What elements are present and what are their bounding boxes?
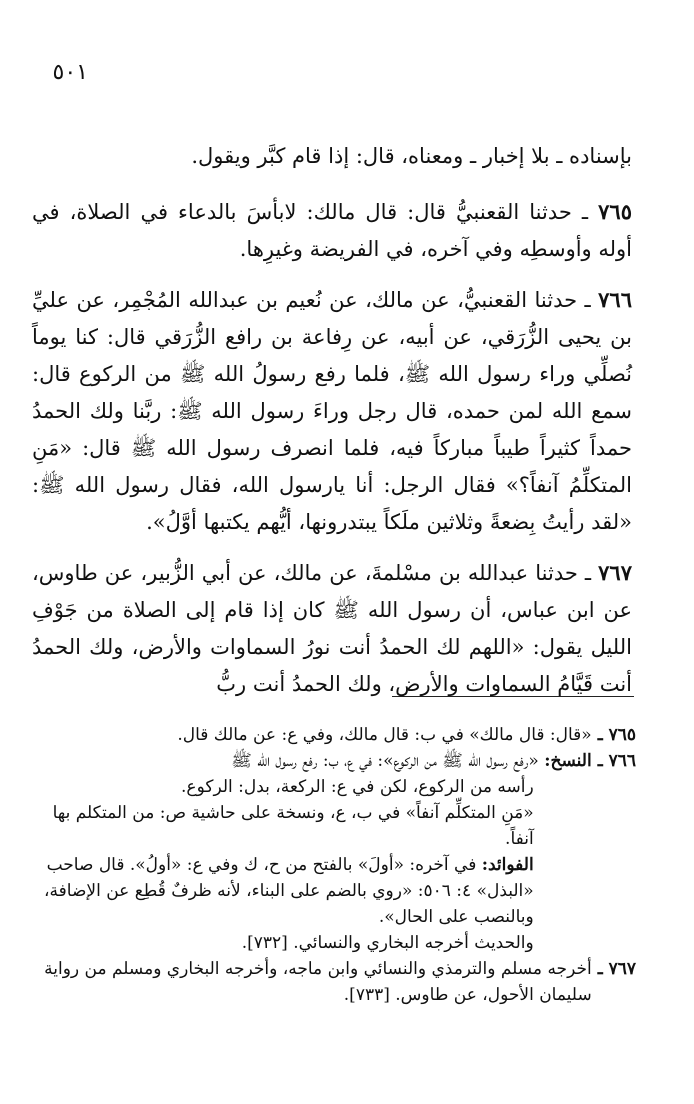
hadith-766: [32, 281, 632, 541]
hadith-number-767: ٧٦٧: [598, 560, 632, 585]
footnote-number-767: ٧٦٧ ـ: [597, 959, 636, 979]
footnote-number-765: ٧٦٥ ـ: [597, 725, 636, 745]
footnote-766: [34, 748, 636, 956]
hadith-767: [32, 554, 632, 703]
footnote-765: [34, 722, 636, 748]
footnote-body-766: [34, 748, 592, 956]
page-number: ٥٠١: [52, 60, 88, 85]
main-text: [32, 138, 632, 716]
hadith-text-767: ـ حدثنا عبدالله بن مسْلمةَ، عن مالك، عن أبي الزُّبير، عن طاوس، عن ابن عباس، أن رسول الله ﷺ كان إذا قام إلى الصلاة من جَوْفِ الليل يقول: «اللهم لك الحمدُ أنت نورُ السماوات والأرض، ولك الحمدُ أنت قَيَّامُ السماوات والأرض، ولك الحمدُ أنت ربُّ: [32, 561, 632, 696]
footnote-766-nuskh-line-3: «مَنِ المتكلِّم آنفاً» في ب، ع، ونسخة على حاشية ص: من المتكلم بها آنفاً.: [52, 803, 534, 849]
footnotes: [34, 722, 636, 1008]
footnote-text-765: «قال: قال مالك» في ب: قال مالك، وفي ع: عن مالك قال.: [177, 725, 592, 745]
nuskh-text-1: «رفع رسول الله ﷺ من الركوع»: في ع، ب: رفع رسول الله ﷺ: [231, 751, 545, 771]
fawaid-label: الفوائد:: [481, 855, 534, 875]
footnote-767: [34, 956, 636, 1008]
nuskh-label: النسخ:: [544, 751, 592, 771]
footnote-divider: [392, 696, 634, 697]
footnote-766-nuskh-line-1: [34, 748, 592, 774]
footnote-number-766: ٧٦٦ ـ: [597, 751, 636, 771]
hadith-number-765: ٧٦٥: [598, 199, 632, 224]
footnote-766-nuskh-line-2: رأسه من الركوع، لكن في ع: الركعة، بدل: الركوع.: [181, 777, 534, 797]
footnote-text-767: أخرجه مسلم والترمذي والنسائي وابن ماجه، وأخرجه البخاري ومسلم من رواية سليمان الأحول، عن طاوس. [٧٣٣].: [44, 959, 592, 1005]
footnote-766-fawaid: [34, 852, 592, 930]
fawaid-text: في آخره: «أولَ» بالفتح من ح، ك وفي ع: «أولُ». قال صاحب «البذل» ٤: ٥٠٦: «روي بالضم على البناء، لأنه ظرفٌ قُطِع عن الإضافة، وبالنصب على الحال».: [44, 855, 534, 927]
carry-over-paragraph: بإسناده ـ بلا إخبار ـ ومعناه، قال: إذا قام كبَّر ويقول.: [191, 144, 632, 168]
hadith-765: [32, 193, 632, 268]
footnote-766-takhrij: والحديث أخرجه البخاري والنسائي. [٧٣٢].: [241, 933, 534, 953]
hadith-text-766: ـ حدثنا القعنبيُّ، عن مالك، عن نُعيم بن عبدالله المُجْمِر، عن عليِّ بن يحيى الزُّرَقي، عن أبيه، عن رِفاعة بن رافع الزُّرَقي قال: كنا يوماً نُصلِّي وراء رسول الله ﷺ، فلما رفع رسولُ الله ﷺ من الركوع قال: سمع الله لمن حمده، قال رجل وراءَ رسول الله ﷺ: ربَّنا ولك الحمدُ حمداً كثيراً طيباً مباركاً فيه، فلما انصرف رسول الله ﷺ قال: «مَنِ المتكلِّمُ آنفاً؟» فقال الرجل: أنا يارسول الله، فقال رسول الله ﷺ: «لقد رأيتُ بِضعةً وثلاثين ملَكاً يبتدرونها، أيُّهم يكتبها أوَّلُ».: [32, 288, 632, 534]
hadith-number-766: ٧٦٦: [598, 287, 632, 312]
hadith-text-765: ـ حدثنا القعنبيُّ قال: قال مالك: لابأسَ بالدعاء في الصلاة، في أوله وأوسطِه وفي آخره، في الفريضة وغيرِها.: [32, 200, 632, 261]
